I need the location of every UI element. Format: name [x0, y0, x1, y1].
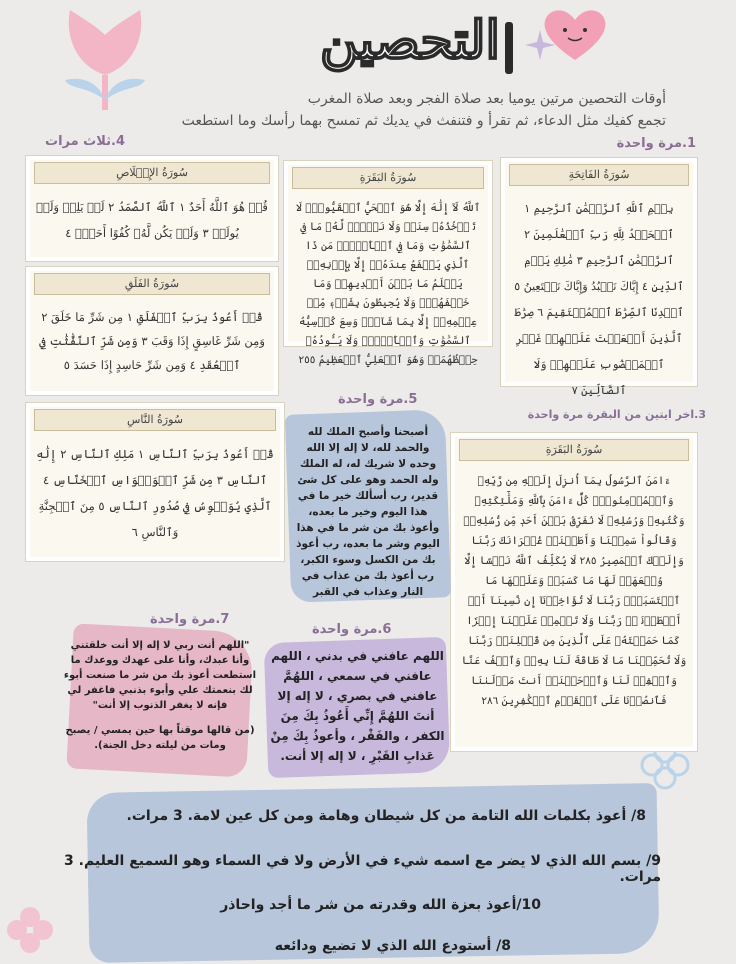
bottom-line-1: 8/ أعوذ بكلمات الله التامة من كل شيطان وهامة ومن كل عين لامة. 3 مرات. [126, 808, 646, 824]
fatiha-text: بِسۡمِ ٱللَّهِ ٱلرَّحۡمَٰنِ ٱلرَّحِيمِ ١ ٱلۡحَمۡدُ لِلَّهِ رَبِّ ٱلۡعَٰلَمِينَ ٢ ٱلرَّحۡمَٰنِ ٱلرَّحِيمِ ٣ مَٰلِكِ يَوۡمِ ٱلدِّينِ ٤ إِيَّاكَ نَعۡبُدُ وَإِيَّاكَ نَسۡتَعِينُ ٥ ٱهۡدِنَا ٱلصِّرَٰطَ ٱلۡمُسۡتَقِيمَ ٦ صِرَٰطَ ٱلَّذِينَ أَنۡعَمۡتَ عَلَيۡهِمۡ غَيۡرِ ٱلۡمَغۡضُوبِ عَلَيۡهِمۡ وَلَا ٱلضَّآلِّينَ ٧ [514, 202, 684, 397]
ikhlas-text: قُلۡ هُوَ ٱللَّهُ أَحَدٌ ١ ٱللَّهُ ٱلصَّمَدُ ٢ لَمۡ يَلِدۡ وَلَمۡ يُولَدۡ ٣ وَلَمۡ يَكُن لَّهُۥ كُفُوًا أَحَدُۢ ٤ [36, 200, 268, 240]
dua7-text [62, 638, 258, 753]
kursi-text: ٱللَّهُ لَآ إِلَٰهَ إِلَّا هُوَ ٱلۡحَيُّ ٱلۡقَيُّومُۚ لَا تَأۡخُذُهُۥ سِنَةٞ وَلَا نَوۡمٞۚ لَّهُۥ مَا فِي ٱلسَّمَٰوَٰتِ وَمَا فِي ٱلۡأَرۡضِۗ مَن ذَا ٱلَّذِي يَشۡفَعُ عِندَهُۥٓ إِلَّا بِإِذۡنِهِۦۚ يَعۡلَمُ مَا بَيۡنَ أَيۡدِيهِمۡ وَمَا خَلۡفَهُمۡۖ وَلَا يُحِيطُونَ بِشَيۡءٖ مِّنۡ عِلۡمِهِۦٓ إِلَّا بِمَا شَآءَۚ وَسِعَ كُرۡسِيُّهُ ٱلسَّمَٰوَٰتِ وَٱلۡأَرۡضَۖ وَلَا يَـُٔودُهُۥ حِفۡظُهُمَاۚ وَهُوَ ٱلۡعَلِيُّ ٱلۡعَظِيمُ ٢٥٥ [295, 202, 481, 366]
falaq-text: قُلۡ أَعُوذُ بِرَبِّ ٱلۡفَلَقِ ١ مِن شَرِّ مَا خَلَقَ ٢ وَمِن شَرِّ غَاسِقٍ إِذَا وَقَبَ ٣ وَمِن شَرِّ ٱلنَّفَّٰثَٰتِ فِي ٱلۡعُقَدِ ٤ وَمِن شَرِّ حَاسِدٍ إِذَا حَسَدَ ٥ [39, 310, 265, 372]
baqarah-end-card [450, 432, 698, 752]
dua7-note: (من قالها موقناً بها حين يمسي / يصبح ومات من ليلته دخل الجنة). [65, 725, 255, 751]
label-5: 5.مرة واحدة [338, 392, 418, 407]
bottom-line-4: 8/ أستودع الله الذي لا تضيع ودائعه [274, 938, 511, 954]
dua5-text: أصبحنا وأصبح الملك لله والحمد لله، لا إله إلا الله وحده لا شريك له، له الملك وله الحمد وهو على كل شئ قدير، رب أسألك خير ما في هذا اليوم وخير ما بعده، وأعوذ بك من شر ما في هذا اليوم وشر ما بعده، رب أعوذ بك من الكسل وسوء الكبر، رب أعوذ بك من عذاب في النار وعذاب في القبر [296, 426, 440, 598]
intro-line-2: تجمع كفيك مثل الدعاء، ثم تقرأ و فتنفث في يديك ثم تمسح بهما رأسك وما استطعت [181, 113, 666, 129]
fatiha-header: سُورَةُ الفَاتِحَةِ [509, 164, 689, 186]
label-6: 6.مرة واحدة [312, 622, 392, 637]
kursi-header: سُورَةُ البَقَرَةِ [292, 167, 484, 189]
bottom-line-3: 10/أعوذ بعزة الله وقدرته من شر ما أجد واحاذر [220, 897, 541, 913]
nas-text: قُلۡ أَعُوذُ بِرَبِّ ٱلنَّاسِ ١ مَلِكِ ٱلنَّاسِ ٢ إِلَٰهِ ٱلنَّاسِ ٣ مِن شَرِّ ٱلۡوَسۡوَاسِ ٱلۡخَنَّاسِ ٤ ٱلَّذِي يُوَسۡوِسُ فِي صُدُورِ ٱلنَّاسِ ٥ مِنَ ٱلۡجِنَّةِ وَٱلنَّاسِ ٦ [36, 447, 274, 539]
nas-card [25, 402, 285, 562]
dua7-main: "اللهم أنت ربي لا إله إلا أنت خلقتني وأنا عبدك، وأنا على عهدك ووعدك ما استطعت أعوذ بك من شر ما صنعت أبوء لك بنعمتك علي وأبوء بذنبي فاغفر لي فإنه لا يغفر الذنوب إلا أنت" [63, 640, 257, 711]
label-1: 1.مرة واحدة [616, 136, 696, 151]
label-4: 4.ثلاث مرات [45, 134, 125, 149]
fatiha-card [500, 157, 698, 397]
ikhlas-header: سُورَةُ الإِخۡلَاصِ [34, 162, 270, 184]
label-3: 3.اخر ايتين من البقرة مرة واحدة [527, 408, 706, 421]
label-7: 7.مرة واحدة [150, 612, 230, 627]
intro-line-1: أوقات التحصين مرتين يوميا بعد صلاة الفجر وبعد صلاة المغرب [307, 91, 666, 107]
baqarah-end-text: ءَامَنَ ٱلرَّسُولُ بِمَآ أُنزِلَ إِلَيۡهِ مِن رَّبِّهِۦ وَٱلۡمُؤۡمِنُونَۚ كُلٌّ ءَامَنَ بِٱللَّهِ وَمَلَٰٓئِكَتِهِۦ وَكُتُبِهِۦ وَرُسُلِهِۦ لَا نُفَرِّقُ بَيۡنَ أَحَدٖ مِّن رُّسُلِهِۦۚ وَقَالُواْ سَمِعۡنَا وَأَطَعۡنَاۖ غُفۡرَانَكَ رَبَّنَا وَإِلَيۡكَ ٱلۡمَصِيرُ ٢٨٥ لَا يُكَلِّفُ ٱللَّهُ نَفۡسًا إِلَّا وُسۡعَهَاۚ لَهَا مَا كَسَبَتۡ وَعَلَيۡهَا مَا ٱكۡتَسَبَتۡۗ رَبَّنَا لَا تُؤَاخِذۡنَآ إِن نَّسِينَآ أَوۡ أَخۡطَأۡنَاۚ رَبَّنَا وَلَا تَحۡمِلۡ عَلَيۡنَآ إِصۡرٗا كَمَا حَمَلۡتَهُۥ عَلَى ٱلَّذِينَ مِن قَبۡلِنَاۚ رَبَّنَا وَلَا تُحَمِّلۡنَا مَا لَا طَاقَةَ لَنَا بِهِۦۖ وَٱعۡفُ عَنَّا وَٱغۡفِرۡ لَنَا وَٱرۡحَمۡنَآۚ أَنتَ مَوۡلَىٰنَا فَٱنصُرۡنَا عَلَى ٱلۡقَوۡمِ ٱلۡكَٰفِرِينَ ٢٨٦ [461, 475, 687, 707]
dua6-text: اللهم عافني في بدني ، اللهم عافني في سمعي ، اللهُمَّ عافني في بصري ، لا إله إلا أنتَ اللهُمَّ إِنِّي أَعُوذُ بِكَ مِنَ الكفر ، والفَقْر ، وأعوذُ بِكَ مِنْ عَذابِ القَبْرِ ، لا إله إلا أنت. [270, 649, 445, 763]
falaq-card [25, 266, 279, 396]
nas-header: سُورَةُ النَّاسِ [34, 409, 276, 431]
ikhlas-card [25, 155, 279, 262]
page-title: التحصين [320, 10, 500, 71]
bottom-line-2: 9/ بسم الله الذي لا يضر مع اسمه شيء في الأرض ولا في السماء وهو السميع العليم. 3 مرات. [64, 853, 661, 885]
intro-text [26, 88, 666, 132]
baqarah-end-header: سُورَةُ البَقَرَةِ [459, 439, 689, 461]
ayat-kursi-card [283, 160, 493, 366]
falaq-header: سُورَةُ الفَلَقِ [34, 273, 270, 295]
